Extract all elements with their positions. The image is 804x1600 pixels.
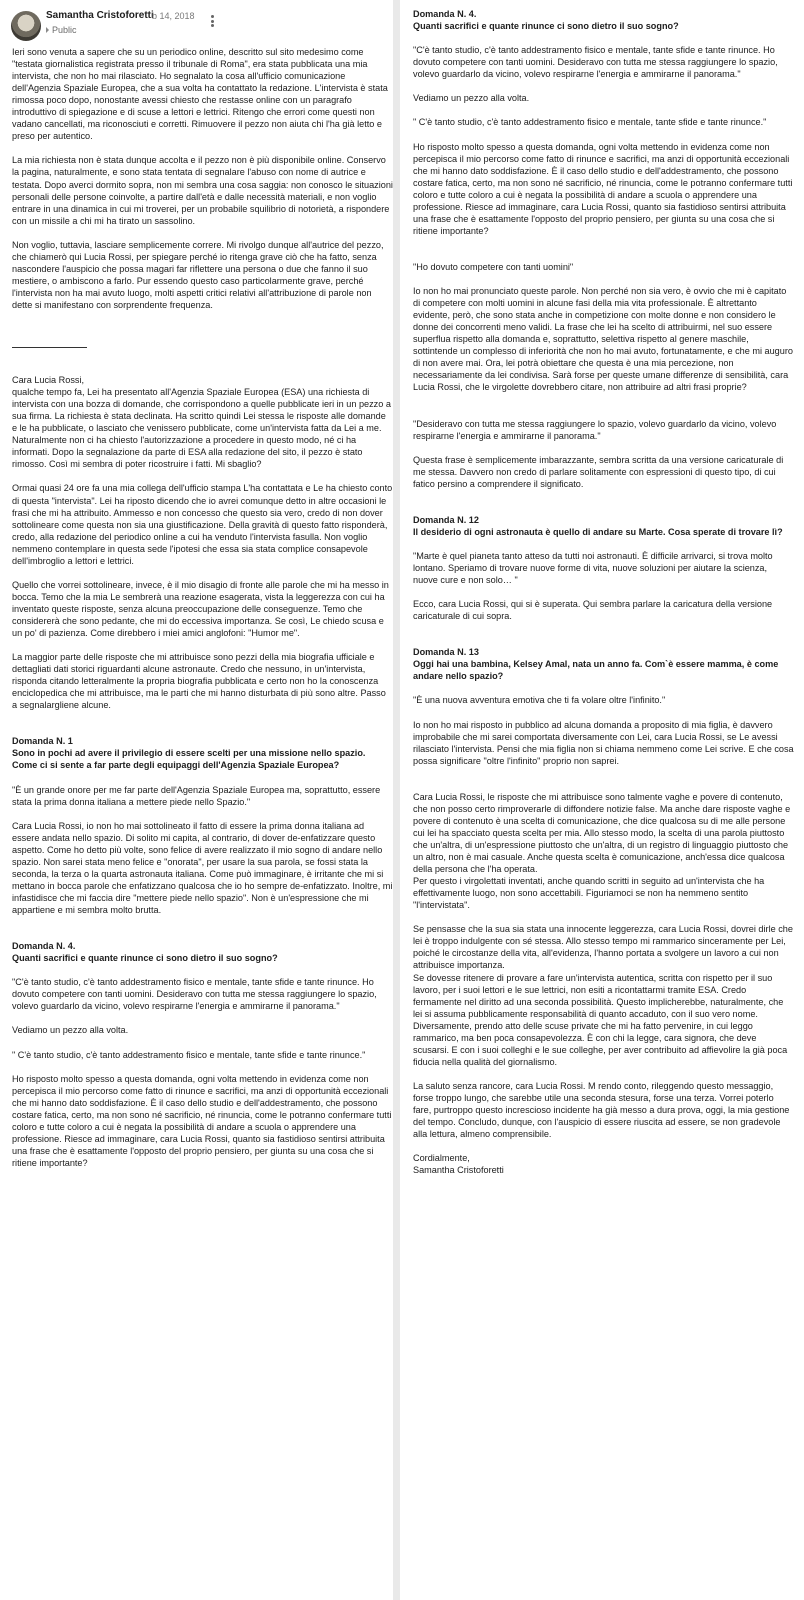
paragraph: Io non ho mai risposto in pubblico ad alcuna domanda a proposito di mia figlia, è davvero improbabile che mi sarei comportata diversamente con Lei, cara Lucia Rossi, se Le avessi rilasciato l'intervista. Pensi che mia figlia non si chiama nemmeno come Lei scrive. E che cosa possa significare "oltre l'infinito" proprio non saprei. xyxy=(413,719,794,766)
section-separator xyxy=(12,347,87,348)
paragraph: Cara Lucia Rossi, io non ho mai sottolineato il fatto di essere la prima donna italiana ad essere andata nello spazio. Di solito mi capita, al contrario, di dover de-enfatizzare questo aspetto. Come ho detto più volte, sono felice di avere realizzato il mio sogno di andare nello spazio. Non sarei stata meno felice e "onorata", per usare la sua parola, se fossi stata la seconda, la terza o la quarta astronauta italiana. Come può immaginare, è irritante che mi si mettano in bocca parole che enfatizzano qualcosa che io ho sempre de-enfatizzato. Inoltre, mi infastidisce che mi faccia dire "mettere piede nello spazio". Non è un'espressione che mi appartiene e mi sembra molto brutta. xyxy=(12,820,393,916)
paragraph: Cordialmente, Samantha Cristoforetti xyxy=(413,1153,504,1176)
paragraph: "È una nuova avventura emotiva che ti fa volare oltre l'infinito." xyxy=(413,695,666,706)
paragraph: "È un grande onore per me far parte dell'Agenzia Spaziale Europea ma, soprattutto, essere stata la prima donna italiana a mettere piede nello Spazio." xyxy=(12,784,381,807)
paragraph: La maggior parte delle risposte che mi attribuisce sono pezzi della mia biografia ufficiale e dettagliati dati storici riguardanti alcune astronaute. Credo che nessuno, in un'intervista, risponda citando letteralmente la propria biografia pubblicata e certo non ho la conoscenza enciclopedica che mi attribuisce, ma le parti che mi hanno disturbata di più sono altre. Passo a segnalargliene alcune. xyxy=(12,652,386,711)
paragraph: Vediamo un pezzo alla volta. xyxy=(413,93,530,104)
paragraph-gap xyxy=(12,723,393,735)
avatar[interactable] xyxy=(11,11,41,41)
paragraph: La saluto senza rancore, cara Lucia Rossi. M rendo conto, rileggendo questo messaggio, forse troppo lungo, che sarebbe utile una seconda stesura, forse una terza. Vorrei poterlo fare, purtroppo questo increscioso incidente ha già messo a dura prova, oggi, la mia gestione del tempo. Concludo, dunque, con l'auspicio di essere riuscita ad essere, se non gradevole alla lettura, almeno comprensibile. xyxy=(413,1080,790,1140)
paragraph: Vediamo un pezzo alla volta. xyxy=(12,1025,129,1036)
author-name[interactable]: Samantha Cristoforetti xyxy=(46,10,154,21)
paragraph: Ecco, cara Lucia Rossi, qui si è superata. Qui sembra parlare la caricatura della versione caricaturale di cui sopra. xyxy=(413,599,773,622)
paragraph: Ho risposto molto spesso a questa domanda, ogni volta mettendo in evidenza come non percepisca il mio percorso come fatto di rinunce e sacrifici, ma anzi di opportunità eccezionali che mi hanno dato soddisfazione. È il caso dello studio e dell'addestramento, che possono costare fatica, certo, ma non sono né sacrificio, né rinuncia, come le potranno confermare tutti coloro e tutte coloro a cui è negata la possibilità di andare a scuola o apprendere una professione. Riesce ad immaginare, cara Lucia Rossi, quanto sia fastidioso sentirsi attribuita una frase che è esattamente l'opposto del proprio pensiero, per giunta su una cosa che si ritiene importante? xyxy=(12,1073,392,1168)
paragraph: Ho risposto molto spesso a questa domanda, ogni volta mettendo in evidenza come non percepisca il mio percorso come fatto di rinunce e sacrifici, ma anzi di opportunità eccezionali che mi hanno dato soddisfazione. È il caso dello studio e dell'addestramento, che possono costare fatica, certo, ma non sono né sacrificio, né rinuncia, come le potranno confermare tutti coloro e tutte coloro a cui è negata la possibilità di andare a scuola o apprendere una professione. Riesce ad immaginare, cara Lucia Rossi, quanto sia fastidioso sentirsi attribuita una frase che è esattamente l'opposto del proprio pensiero, per giunta su una cosa che si ritiene importante? xyxy=(413,141,793,236)
post-date[interactable]: b 14, 2018 xyxy=(152,11,195,21)
question-heading: Domanda N. 4. Quanti sacrifici e quante rinunce ci sono dietro il suo sogno? xyxy=(12,941,278,964)
paragraph: Non voglio, tuttavia, lasciare semplicemente correre. Mi rivolgo dunque all'autrice del pezzo, che chiamerò qui Lucia Rossi, per spiegare perché io ritenga grave ciò che ha fatto, senza nascondere l'auspicio che possa magari far riflettere una persona o due che fanno il suo mestiere, o ambiscono a farlo. Pur essendo questo caso particolarmente grave, perché l'intervista non ha mai avuto luogo, molti aspetti critici relativi all'attribuzione di parole non dette si manifestano con sorprendente frequenza. xyxy=(12,239,384,310)
post-body-right xyxy=(413,8,794,1176)
paragraph-gap xyxy=(413,249,794,261)
paragraph: Io non ho mai pronunciato queste parole. Non perché non sia vero, è ovvio che mi è capitato di competere con molti uomini in alcune fasi della mia vita professionale. È altrettanto evidente, però, che sono stata anche in competizione con molte donne e non considero le donne dei concorrenti meno validi. La frase che lei ha scelto di attribuirmi, nel suo essere superflua rispetto alla domanda e, soprattutto, selettiva rispetto al genere maschile, sottintende un complesso di inferiorità che non ho mai avuto, fortunatamente, e che mi auguro di non avere mai. Ora, lei potrà obiettare che questa è una mia percezione, non necessariamente da lei condivisa. Sarà forse per queste umane differenze di sensibilità, cara Lucia Rossi, che le virgolette dovrebbero citare, non attribuire ad altri frasi proprie? xyxy=(413,286,793,393)
paragraph: " C'è tanto studio, c'è tanto addestramento fisico e mentale, tante sfide e tante rinunce." xyxy=(12,1049,366,1060)
more-options-icon[interactable] xyxy=(207,14,217,30)
paragraph: Ormai quasi 24 ore fa una mia collega dell'ufficio stampa L'ha contattata e Le ha chiesto conto di questa "intervista". Lei ha riposto dicendo che io avrei comunque detto in altre occasioni le frasi che mi ha attribuito. Ammesso e non concesso che questo sia vero, credo di non dover sottolineare come questa non sia una giustificazione. Della gravità di questo fatto risponderà, credo, alla redazione del periodico online a cui ha venduto l'intervista fasulla. Non voglio nemmeno contemplare in questa sede l'ipotesi che essa sia stata complice consapevole dell'imbroglio a lettori e lettrici. xyxy=(12,483,393,566)
post-right-column xyxy=(400,0,804,1600)
paragraph-gap xyxy=(413,779,794,791)
paragraph: "C'è tanto studio, c'è tanto addestramento fisico e mentale, tante sfide e tante rinunce. Ho dovuto competere con tanti uomini. Desideravo con tutta me stessa raggiungere lo spazio, volevo guardarlo da vicino, volevo respirarne l'energia e ammirarne il panorama." xyxy=(413,45,778,80)
paragraph: Cara Lucia Rossi, le risposte che mi attribuisce sono talmente vaghe e povere di contenuto, che non posso certo rimproverarle di diffondere notizie false. Ma anche dare risposte vaghe e povere di contenuto è una scelta di comunicazione, che dice qualcosa su di me alle persone cui lei ha spacciato questa scelta per mia. Allo stesso modo, la scelta di una parola piuttosto che un'altra, di un'espressione piuttosto che un'altra, di un registro di linguaggio piuttosto che un altro, non è mai casuale. Anche questa scelta è comunicazione, anch'essa dice qualcosa della persona che l'ha operata. Per questo i virgolettati inventati, anche quando scritti in seguito ad un'intervista che ha effettivamente luogo, non sono accettabili. Figuriamoci se non ha nemmeno sentito "l'intervistata". xyxy=(413,791,791,911)
paragraph: Cara Lucia Rossi, qualche tempo fa, Lei ha presentato all'Agenzia Spaziale Europea (ESA) una richiesta di intervista con una bozza di domande, che corrispondono a quelle pubblicate ieri in un pezzo a sua firma. La richiesta è stata declinata. Ha scritto quindi Lei stessa le risposte alle domande e le ha pubblicate, o lasciato che venissero pubblicate, come un'intervista fatta da Lei a me. Naturalmente non ci ha chiesto l'autorizzazione a procedere in questo modo, né ci ha informati. Dopo la segnalazione da parte di ESA alla redazione del sito, il pezzo è stato rimosso. Così mi sembra di poter ricostruire i fatti. Mi sbaglio? xyxy=(12,375,391,470)
paragraph: "C'è tanto studio, c'è tanto addestramento fisico e mentale, tante sfide e tante rinunce. Ho dovuto competere con tanti uomini. Desideravo con tutta me stessa raggiungere lo spazio, volevo guardarlo da vicino, volevo respirarne l'energia e ammirarne il panorama." xyxy=(12,977,377,1012)
paragraph-gap xyxy=(413,406,794,418)
post-header xyxy=(12,0,393,46)
paragraph: La mia richiesta non è stata dunque accolta e il pezzo non è più disponibile online. Conservo la pagina, naturalmente, e sono stata tentata di segnalare l'abuso con nome di autrice e testata. Dopo averci dormito sopra, non mi sembra una cosa saggia: non conosco le situazioni personali delle persone coinvolte, a partire dall'età e dalle necessità materiali, e non voglio entrare in una dinamica in cui mi troverei, per un probabile squilibrio di notorietà, a rispondere con un missile a chi mi ha tirato un sassolino. xyxy=(12,155,393,226)
paragraph-gap xyxy=(12,928,393,940)
question-heading: Domanda N. 12 Il desiderio di ogni astronauta è quello di andare su Marte. Cosa sperate di trovare lì? xyxy=(413,514,783,537)
visibility-text: Public xyxy=(52,25,77,35)
question-heading: Domanda N. 13 Oggi hai una bambina, Kelsey Amal, nata un anno fa. Com`è essere mamma, è come andare nello spazio? xyxy=(413,647,779,682)
paragraph: "Desideravo con tutta me stessa raggiungere lo spazio, volevo guardarlo da vicino, volevo respirarne l'energia e ammirarne il panorama." xyxy=(413,418,777,441)
question-heading: Domanda N. 4. Quanti sacrifici e quante rinunce ci sono dietro il suo sogno? xyxy=(413,9,679,32)
post-left-column xyxy=(0,0,393,1600)
paragraph: " C'è tanto studio, c'è tanto addestramento fisico e mentale, tante sfide e tante rinunce." xyxy=(413,117,767,128)
paragraph-gap xyxy=(413,634,794,646)
paragraph: "Ho dovuto competere con tanti uomini" xyxy=(413,261,574,272)
visibility-caret-icon xyxy=(46,27,49,33)
visibility-label xyxy=(46,25,77,35)
paragraph: Quello che vorrei sottolineare, invece, è il mio disagio di fronte alle parole che mi ha messo in bocca. Temo che la mia Le sembrerà una reazione esagerata, vista la leggerezza con cui ha inventato queste risposte, senza alcuna preoccupazione delle conseguenze. Temo che considererà che sono pedante, che mi do eccessiva importanza. Se così, Le chiedo scusa e un po' di pazienza. Come direbbero i miei amici anglofoni: "Humor me". xyxy=(12,579,389,639)
paragraph: Ieri sono venuta a sapere che su un periodico online, descritto sul sito medesimo come "testata giornalistica registrata presso il tribunale di Roma", era stata pubblicata una mia intervista, che non ho mai rilasciato. Ho segnalato la cosa all'ufficio comunicazione dell'Agenzia Spaziale Europea, che a sua volta ha contattato la redazione. L'intervista è stata rimossa poco dopo, nonostante avessi chiesto che restasse online con un paragrafo introduttivo di spiegazione e di scuse a lettori e lettrici. Ritengo che errori come questi non vadano cancellati, ma riconosciuti e corretti. Rimuovere il pezzo non aiuta chi l'ha già letto e preso per autentico. xyxy=(12,47,388,142)
paragraph: "Marte è quel pianeta tanto atteso da tutti noi astronauti. È difficile arrivarci, si trova molto lontano. Speriamo di trovare nuove forme di vita, nuove soluzioni per aiutare la scienza, nuove cure e non solo… " xyxy=(413,550,773,586)
post-body-left xyxy=(12,46,393,1169)
paragraph-gap xyxy=(413,502,794,514)
question-heading: Domanda N. 1 Sono in pochi ad avere il privilegio di essere scelti per una missione nello spazio. Come ci si sente a far parte degli equipaggi dell'Agenzia Spaziale Europea? xyxy=(12,736,366,771)
column-divider xyxy=(393,0,400,1600)
paragraph: Questa frase è semplicemente imbarazzante, sembra scritta da una versione caricaturale di me stessa. Davvero non credo di parlare solitamente con espressioni di questo tipo, di cui fatico persino a comprendere il significato. xyxy=(413,454,784,489)
paragraph: Se pensasse che la sua sia stata una innocente leggerezza, cara Lucia Rossi, dovrei dirle che lei è troppo indulgente con sé stessa. Allo stesso tempo mi rammarico sinceramente per Lei, poiché le circostanze della vita, all'evidenza, l'hanno portata a svolgere un lavoro a cui non attribuisce importanza. Se dovesse ritenere di provare a fare un'intervista autentica, scritta con rispetto per il suo lavoro, per i suoi lettori e le sue lettrici, non esiti a ricontattarmi tramite ESA. Credo fermamente nel diritto ad una seconda possibilità. Questo implicherebbe, naturalmente, che lei si assuma pubblicamente responsabilità di quanto accaduto, con il suo vero nome. Diversamente, prendo atto delle scuse private che mi ha fatto pervenire, in cui leggo rammarico, ma ben poca consapevolezza. È con chi la legge, cara signora, che deve scusarsi. E con i suoi colleghi e le sue colleghe, per aver contribuito ad affievolire la già poca fiducia nella qualità del giornalismo. xyxy=(413,924,793,1067)
